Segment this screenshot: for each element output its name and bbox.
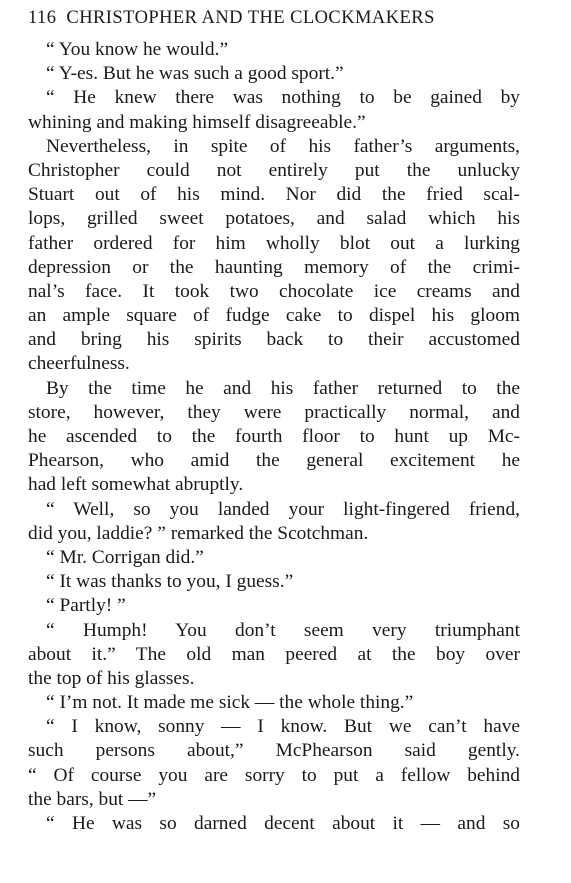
text-line: whining and making himself disagreeable.” xyxy=(28,111,366,133)
text-line: “ Humph! You don’t seem very triumphant xyxy=(46,619,520,641)
text-line: lops, grilled sweet potatoes, and salad which his xyxy=(28,208,520,230)
text-line: such persons about,” McPhearson said gently. xyxy=(28,740,520,762)
text-line: “ You know he would.” xyxy=(46,39,229,60)
text-line: an ample square of fudge cake to dispel his gloom xyxy=(28,305,520,327)
text-line: the top of his glasses. xyxy=(28,667,195,689)
text-line: had left somewhat abruptly. xyxy=(28,474,244,496)
book-page xyxy=(28,8,520,836)
text-line: Stuart out of his mind. Nor did the fried scal- xyxy=(28,184,520,206)
text-line: Christopher could not entirely put the unlucky xyxy=(28,159,520,181)
text-line: cheerfulness. xyxy=(28,353,130,375)
text-line: store, however, they were practically normal, and xyxy=(28,401,520,423)
text-line: “ Well, so you landed your light-fingered friend, xyxy=(46,498,520,520)
text-line: depression or the haunting memory of the crimi- xyxy=(28,256,520,278)
text-line: nal’s face. It took two chocolate ice creams and xyxy=(28,280,520,302)
text-line: “ It was thanks to you, I guess.” xyxy=(46,571,294,593)
text-line: Phearson, who amid the general excitement he xyxy=(28,450,520,472)
running-header xyxy=(28,8,520,38)
text-line: father ordered for him wholly blot out a lurking xyxy=(28,232,520,254)
text-line: and bring his spirits back to their accustomed xyxy=(28,329,520,351)
text-line: “ Y-es. But he was such a good sport.” xyxy=(46,63,344,85)
text-line: By the time he and his father returned to the xyxy=(46,377,520,399)
text-line: did you, laddie? ” remarked the Scotchman. xyxy=(28,522,369,544)
text-line: “ Mr. Corrigan did.” xyxy=(46,546,204,568)
text-line: he ascended to the fourth floor to hunt up Mc- xyxy=(28,426,520,447)
text-line: “ He knew there was nothing to be gained by xyxy=(46,87,520,109)
text-line: “ Partly! ” xyxy=(46,595,126,617)
page-number: 116 xyxy=(28,8,57,28)
text-line: “ He was so darned decent about it — and so xyxy=(46,813,520,834)
text-line: “ I’m not. It made me sick — the whole thing.” xyxy=(46,692,414,714)
text-line: the bars, but —” xyxy=(28,788,157,810)
text-line: “ Of course you are sorry to put a fellow behind xyxy=(28,764,520,786)
text-line: about it.” The old man peered at the boy over xyxy=(28,643,520,665)
body-text xyxy=(28,38,520,836)
running-title: CHRISTOPHER AND THE CLOCKMAKERS xyxy=(66,8,435,28)
text-line: Nevertheless, in spite of his father’s arguments, xyxy=(46,135,520,157)
text-line: “ I know, sonny — I know. But we can’t have xyxy=(46,716,520,738)
